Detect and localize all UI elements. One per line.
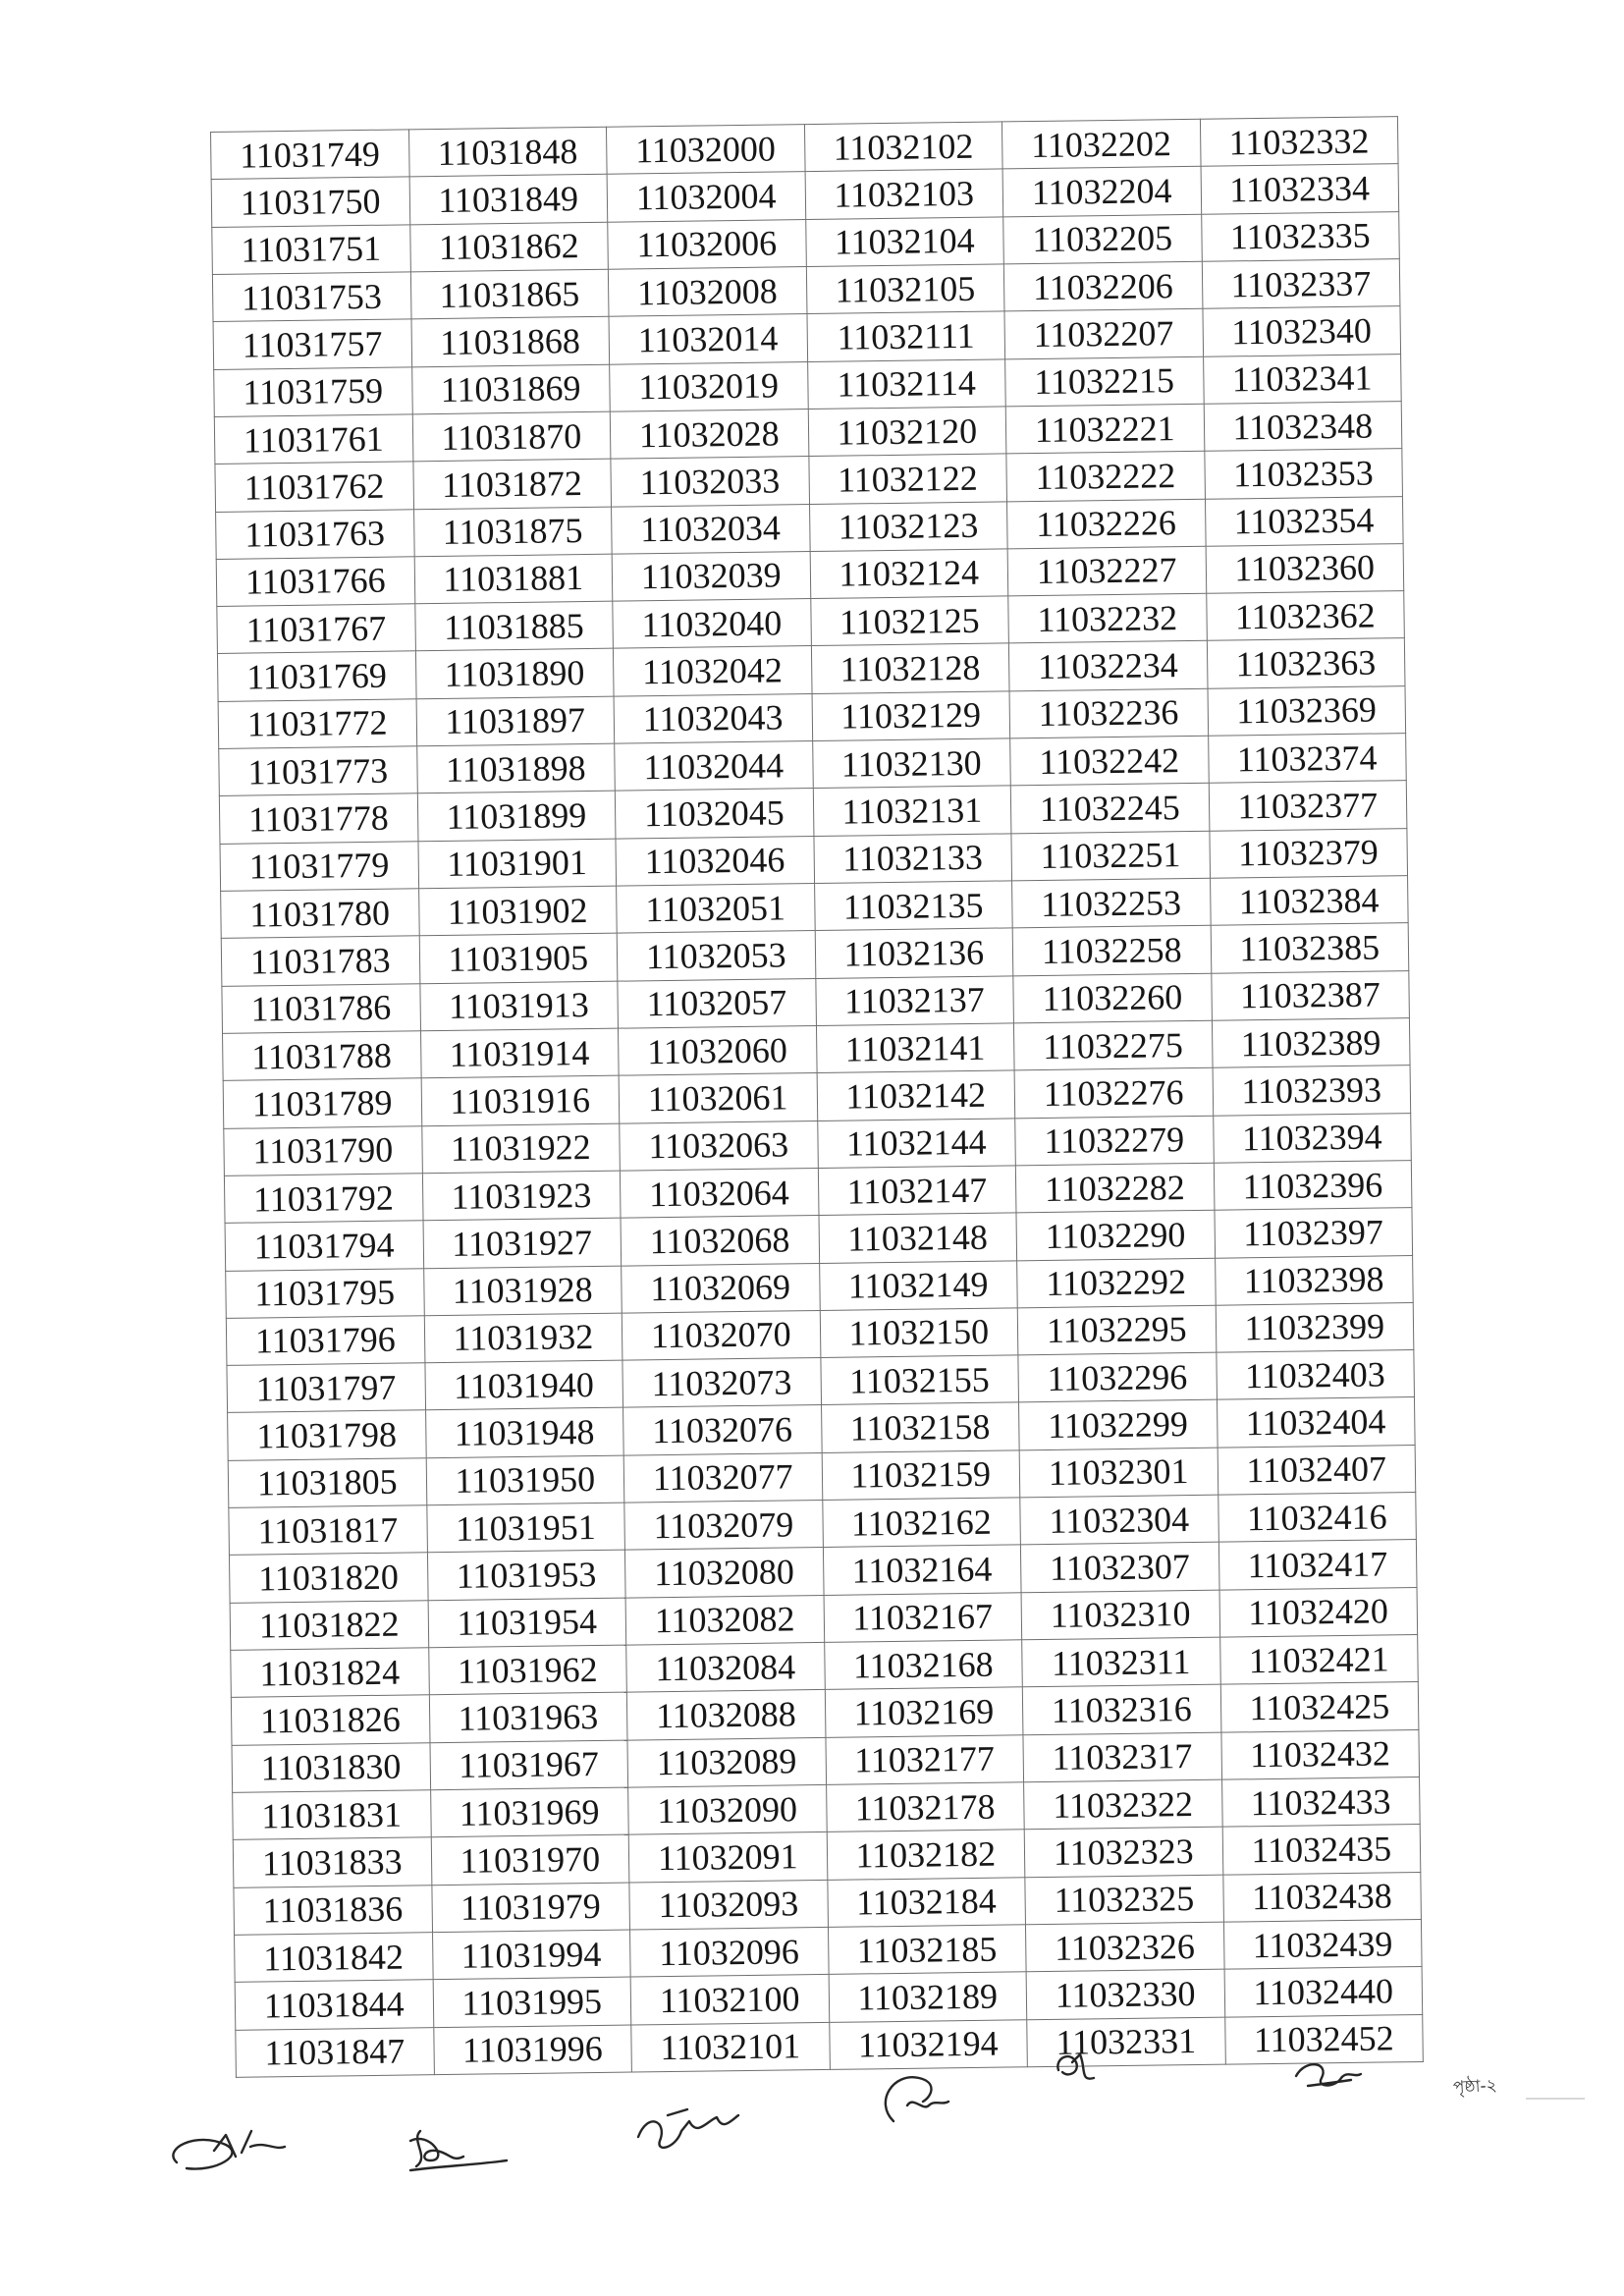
signature-6: [1286, 2033, 1502, 2180]
roll-number-cell: 11032253: [1012, 878, 1211, 928]
roll-number-cell: 11032403: [1216, 1350, 1414, 1400]
roll-number-cell: 11032045: [615, 789, 813, 839]
roll-number-cell: 11031759: [214, 366, 412, 416]
roll-number-cell: 11031963: [429, 1692, 627, 1742]
roll-number-cell: 11032435: [1222, 1825, 1421, 1875]
page-number: পৃষ্ঠা-২: [1452, 2075, 1498, 2099]
roll-number-cell: 11032159: [822, 1450, 1020, 1501]
roll-number-cell: 11031798: [228, 1410, 426, 1460]
roll-number-cell: 11031772: [218, 699, 416, 749]
roll-number-cell: 11032006: [608, 219, 806, 269]
roll-number-cell: 11032322: [1024, 1779, 1222, 1830]
roll-number-cell: 11032301: [1019, 1448, 1218, 1498]
roll-number-cell: 11031927: [423, 1218, 622, 1268]
roll-number-cell: 11032104: [805, 217, 1003, 267]
roll-number-cell: 11031826: [231, 1695, 429, 1745]
roll-number-cell: 11032205: [1003, 214, 1202, 264]
roll-number-cell: 11032215: [1005, 356, 1204, 407]
roll-number-cell: 11032363: [1207, 638, 1405, 688]
roll-number-cell: 11032034: [612, 504, 810, 554]
roll-number-cell: 11031881: [414, 554, 613, 604]
roll-number-cell: 11032276: [1014, 1067, 1213, 1118]
roll-number-cell: 11032398: [1215, 1255, 1413, 1305]
roll-number-cell: 11031948: [425, 1408, 623, 1458]
roll-number-cell: 11032189: [829, 1972, 1027, 2022]
roll-number-cell: 11031885: [414, 601, 613, 651]
roll-number-cell: 11032292: [1017, 1258, 1216, 1308]
roll-number-cell: 11031794: [225, 1221, 423, 1271]
roll-number-cell: 11032120: [808, 407, 1006, 457]
roll-number-cell: 11031848: [408, 127, 607, 177]
roll-number-cell: 11031970: [431, 1834, 629, 1885]
roll-number-cell: 11032178: [826, 1782, 1024, 1832]
roll-number-cell: 11032251: [1011, 831, 1210, 881]
roll-number-cell: 11032040: [613, 599, 811, 649]
roll-number-cell: 11032204: [1002, 167, 1201, 217]
signature-1: [157, 2111, 373, 2259]
roll-number-cell: 11032374: [1208, 734, 1406, 784]
roll-number-cell: 11031783: [221, 936, 419, 986]
roll-number-cell: 11032100: [630, 1975, 829, 2025]
roll-number-cell: 11032234: [1008, 641, 1207, 691]
signature-2: [381, 2102, 597, 2249]
roll-number-cell: 11032019: [610, 361, 808, 411]
roll-number-cell: 11031824: [231, 1648, 429, 1698]
roll-number-cell: 11032226: [1006, 499, 1205, 549]
roll-number-cell: 11031789: [223, 1078, 421, 1128]
roll-number-cell: 11032396: [1214, 1160, 1412, 1210]
roll-number-cell: 11031962: [428, 1645, 626, 1695]
roll-number-cell: 11031995: [433, 1977, 631, 2027]
roll-number-cell: 11032407: [1218, 1445, 1416, 1495]
roll-number-cell: 11032331: [1027, 2017, 1225, 2067]
roll-number-cell: 11032311: [1022, 1637, 1220, 1687]
roll-number-cell: 11032341: [1203, 354, 1401, 404]
roll-number-cell: 11032452: [1224, 2014, 1423, 2064]
roll-number-cell: 11031905: [419, 933, 618, 983]
roll-number-cell: 11031753: [212, 272, 410, 322]
roll-number-cell: 11032111: [806, 311, 1004, 361]
roll-number-cell: 11032439: [1223, 1919, 1422, 1969]
roll-number-cell: 11032060: [618, 1025, 816, 1075]
roll-number-sheet: [210, 116, 1424, 2078]
roll-number-cell: 11032420: [1219, 1587, 1418, 1637]
roll-number-cell: 11032105: [806, 264, 1004, 314]
roll-number-cell: 11032440: [1224, 1967, 1423, 2017]
roll-number-cell: 11032103: [805, 169, 1003, 219]
roll-number-cell: 11032242: [1010, 736, 1209, 786]
roll-number-cell: 11031786: [222, 983, 420, 1033]
roll-number-cell: 11031749: [211, 130, 409, 180]
roll-number-cell: 11031805: [228, 1457, 426, 1507]
roll-number-cell: 11031780: [221, 889, 419, 939]
roll-number-cell: 11032093: [629, 1880, 828, 1930]
roll-number-cell: 11031757: [213, 319, 411, 369]
roll-number-cell: 11032177: [825, 1734, 1023, 1784]
roll-number-cell: 11032148: [818, 1213, 1016, 1263]
roll-number-cell: 11031778: [219, 793, 417, 844]
roll-number-cell: 11032046: [616, 836, 814, 886]
roll-number-cell: 11032299: [1019, 1400, 1218, 1450]
roll-number-table: [210, 116, 1424, 2078]
roll-number-cell: 11032335: [1201, 211, 1399, 261]
roll-number-cell: 11032385: [1211, 923, 1409, 973]
roll-number-cell: 11031849: [409, 175, 608, 225]
roll-number-cell: 11032122: [808, 454, 1006, 504]
roll-number-cell: 11032334: [1201, 164, 1399, 214]
roll-number-cell: 11031842: [235, 1933, 433, 1983]
roll-number-cell: 11032042: [613, 646, 811, 696]
roll-number-cell: 11032135: [814, 881, 1012, 931]
roll-number-cell: 11031932: [424, 1313, 623, 1363]
roll-number-cell: 11032194: [829, 2019, 1027, 2069]
roll-number-cell: 11032379: [1209, 828, 1407, 878]
roll-number-cell: 11031788: [223, 1031, 421, 1081]
roll-number-cell: 11031967: [429, 1740, 627, 1790]
roll-number-cell: 11032033: [611, 457, 809, 507]
roll-number-cell: 11032258: [1012, 926, 1211, 976]
roll-number-cell: 11031890: [415, 649, 614, 699]
roll-number-cell: 11032304: [1020, 1495, 1218, 1545]
roll-number-cell: 11032129: [812, 691, 1010, 741]
roll-number-cell: 11031954: [428, 1598, 626, 1648]
roll-number-cell: 11032399: [1216, 1302, 1414, 1352]
roll-number-cell: 11032353: [1204, 449, 1402, 499]
roll-number-cell: 11032142: [817, 1070, 1015, 1121]
roll-number-cell: 11032061: [619, 1073, 817, 1123]
roll-number-cell: 11031833: [233, 1837, 431, 1887]
roll-number-cell: 11032088: [626, 1690, 825, 1740]
roll-number-cell: 11032290: [1016, 1210, 1215, 1260]
roll-number-cell: 11032232: [1008, 593, 1207, 643]
roll-number-cell: 11031994: [432, 1930, 630, 1980]
roll-number-cell: 11032039: [612, 551, 810, 601]
roll-number-cell: 11031844: [235, 1980, 433, 2030]
roll-number-cell: 11032202: [1001, 119, 1200, 169]
roll-number-cell: 11031950: [426, 1455, 624, 1505]
roll-number-cell: 11032389: [1212, 1018, 1410, 1068]
roll-number-cell: 11032417: [1218, 1540, 1417, 1590]
roll-number-cell: 11031795: [226, 1268, 424, 1318]
roll-number-cell: 11032310: [1021, 1590, 1219, 1640]
roll-number-cell: 11032362: [1206, 591, 1404, 641]
roll-number-cell: 11032433: [1221, 1777, 1420, 1827]
roll-number-cell: 11031953: [427, 1550, 625, 1600]
roll-number-cell: 11032043: [614, 693, 812, 743]
roll-number-cell: 11031773: [219, 746, 417, 796]
roll-number-cell: 11031750: [211, 177, 409, 227]
roll-number-cell: 11031792: [224, 1174, 422, 1224]
roll-number-cell: 11032221: [1005, 404, 1204, 454]
roll-number-cell: 11032432: [1220, 1729, 1419, 1779]
roll-number-cell: 11032090: [628, 1784, 827, 1834]
roll-number-cell: 11032091: [628, 1832, 827, 1883]
roll-number-cell: 11031951: [426, 1503, 624, 1553]
roll-number-cell: 11032326: [1025, 1922, 1223, 1972]
roll-number-cell: 11031872: [412, 459, 611, 509]
roll-number-cell: 11032130: [812, 738, 1010, 789]
roll-number-cell: 11032360: [1206, 543, 1404, 593]
roll-number-cell: 11031922: [421, 1123, 620, 1174]
roll-number-cell: 11032394: [1213, 1113, 1411, 1163]
roll-number-cell: 11032317: [1023, 1732, 1221, 1782]
roll-number-cell: 11031762: [215, 462, 413, 512]
roll-number-cell: 11031769: [217, 651, 415, 701]
roll-number-cell: 11031751: [212, 224, 410, 274]
roll-number-cell: 11032354: [1205, 496, 1403, 546]
roll-number-cell: 11032079: [624, 1501, 823, 1551]
roll-number-cell: 11032295: [1017, 1305, 1216, 1355]
roll-number-cell: 11032227: [1007, 546, 1206, 596]
roll-number-cell: 11032307: [1020, 1543, 1218, 1593]
roll-number-cell: 11032158: [821, 1402, 1019, 1452]
roll-number-cell: 11032102: [804, 122, 1002, 172]
roll-number-cell: 11032416: [1218, 1493, 1416, 1543]
roll-number-cell: 11032296: [1018, 1352, 1217, 1402]
roll-number-cell: 11031847: [236, 2027, 434, 2077]
roll-number-cell: 11032147: [818, 1166, 1016, 1216]
roll-number-cell: 11032155: [820, 1355, 1018, 1405]
roll-number-cell: 11032124: [810, 549, 1008, 599]
roll-number-cell: 11032136: [815, 928, 1013, 978]
roll-number-cell: 11031897: [416, 696, 615, 746]
roll-number-cell: 11032387: [1211, 970, 1409, 1020]
roll-number-cell: 11032340: [1202, 306, 1400, 356]
roll-number-cell: 11032000: [606, 125, 804, 175]
roll-number-cell: 11032076: [623, 1405, 822, 1455]
roll-number-cell: 11032149: [819, 1260, 1017, 1310]
roll-number-cell: 11032125: [810, 596, 1008, 646]
roll-number-cell: 11032141: [816, 1023, 1014, 1073]
roll-number-cell: 11032393: [1213, 1066, 1411, 1116]
roll-number-cell: 11032184: [827, 1877, 1025, 1927]
roll-number-cell: 11031899: [417, 792, 616, 842]
roll-number-cell: 11031979: [431, 1883, 629, 1933]
scan-mark: [1526, 2098, 1585, 2100]
roll-number-cell: 11032421: [1219, 1635, 1418, 1685]
roll-number-cell: 11032064: [620, 1168, 818, 1218]
roll-number-cell: 11032082: [625, 1595, 824, 1645]
roll-number-cell: 11031898: [416, 743, 615, 793]
roll-number-cell: 11032332: [1200, 117, 1398, 167]
roll-number-cell: 11032282: [1015, 1163, 1214, 1213]
roll-number-cell: 11031830: [232, 1742, 430, 1792]
roll-number-cell: 11032348: [1204, 402, 1402, 452]
roll-number-cell: 11031916: [421, 1075, 620, 1125]
roll-number-cell: 11032014: [609, 314, 807, 364]
roll-number-cell: 11032279: [1015, 1116, 1214, 1166]
roll-number-cell: 11032131: [813, 786, 1011, 836]
roll-number-cell: 11032167: [824, 1593, 1022, 1643]
roll-number-cell: 11031836: [234, 1885, 432, 1935]
roll-number-cell: 11032164: [823, 1545, 1021, 1595]
roll-number-cell: 11032080: [624, 1548, 823, 1598]
roll-number-cell: 11031875: [413, 507, 612, 557]
roll-number-cell: 11031869: [411, 364, 610, 414]
roll-number-cell: 11032438: [1222, 1872, 1421, 1922]
roll-number-cell: 11031796: [226, 1316, 424, 1366]
roll-number-cell: 11032316: [1022, 1684, 1220, 1734]
roll-number-cell: 11032051: [617, 884, 815, 934]
roll-number-cell: 11032114: [807, 358, 1005, 409]
roll-number-cell: 11032377: [1209, 781, 1407, 831]
roll-number-cell: 11032128: [811, 643, 1009, 693]
roll-number-cell: 11032236: [1009, 688, 1208, 738]
roll-number-cell: 11031865: [410, 269, 609, 319]
roll-number-cell: 11032169: [825, 1687, 1023, 1737]
roll-number-cell: 11032397: [1214, 1208, 1412, 1258]
roll-number-cell: 11032404: [1217, 1397, 1415, 1448]
signature-5: [1047, 2039, 1263, 2186]
roll-number-cell: 11032144: [817, 1118, 1015, 1168]
roll-number-cell: 11032150: [820, 1308, 1018, 1358]
roll-number-cell: 11031822: [230, 1600, 428, 1650]
roll-number-cell: 11032185: [828, 1925, 1026, 1975]
roll-number-cell: 11032275: [1013, 1020, 1212, 1070]
roll-number-cell: 11031862: [409, 222, 608, 272]
roll-number-cell: 11031761: [214, 414, 412, 465]
roll-number-cell: 11032182: [827, 1830, 1025, 1880]
roll-number-cell: 11032068: [621, 1216, 819, 1266]
roll-number-cell: 11032168: [824, 1640, 1022, 1690]
roll-number-cell: 11031790: [224, 1125, 422, 1175]
roll-number-cell: 11031831: [233, 1790, 431, 1840]
roll-number-cell: 11032053: [617, 931, 815, 981]
roll-number-cell: 11032028: [610, 409, 808, 459]
roll-number-cell: 11032069: [622, 1263, 820, 1313]
roll-number-cell: 11032222: [1006, 451, 1205, 501]
roll-number-cell: 11032425: [1220, 1682, 1419, 1732]
table-body: [211, 117, 1424, 2078]
roll-number-cell: 11031901: [417, 839, 616, 889]
roll-number-cell: 11032004: [607, 172, 805, 222]
roll-number-cell: 11032323: [1024, 1827, 1222, 1877]
roll-number-cell: 11031969: [430, 1787, 628, 1837]
roll-number-cell: 11032133: [813, 834, 1011, 884]
roll-number-cell: 11031817: [229, 1505, 427, 1556]
roll-number-cell: 11032260: [1013, 973, 1212, 1023]
roll-number-cell: 11031996: [433, 2025, 631, 2075]
signature-3: [628, 2082, 844, 2229]
roll-number-cell: 11032057: [618, 978, 816, 1028]
roll-number-cell: 11032101: [631, 2022, 830, 2072]
roll-number-cell: 11032008: [608, 267, 806, 317]
roll-number-cell: 11031902: [418, 886, 617, 936]
roll-number-cell: 11031779: [220, 841, 418, 891]
roll-number-cell: 11032089: [627, 1737, 826, 1787]
roll-number-cell: 11031870: [412, 411, 611, 462]
roll-number-cell: 11032044: [615, 741, 813, 792]
roll-number-cell: 11031766: [216, 557, 414, 607]
roll-number-cell: 11032137: [815, 975, 1013, 1025]
roll-number-cell: 11031797: [227, 1363, 425, 1413]
roll-number-cell: 11032369: [1208, 685, 1406, 736]
roll-number-cell: 11032070: [622, 1310, 820, 1360]
roll-number-cell: 11031767: [217, 604, 415, 654]
roll-number-cell: 11032123: [809, 501, 1007, 551]
roll-number-cell: 11032162: [822, 1498, 1020, 1548]
roll-number-cell: 11031928: [423, 1266, 622, 1316]
roll-number-cell: 11032077: [623, 1452, 822, 1503]
roll-number-cell: 11032245: [1010, 784, 1209, 834]
roll-number-cell: 11032325: [1025, 1875, 1223, 1925]
roll-number-cell: 11032063: [620, 1121, 818, 1171]
roll-number-cell: 11032073: [623, 1358, 821, 1408]
roll-number-cell: 11032084: [626, 1642, 825, 1692]
roll-number-cell: 11032384: [1210, 876, 1408, 926]
roll-number-cell: 11032206: [1003, 261, 1202, 311]
roll-number-cell: 11032207: [1004, 309, 1203, 359]
roll-number-cell: 11032330: [1026, 1969, 1224, 2019]
roll-number-cell: 11032337: [1202, 259, 1400, 309]
roll-number-cell: 11031914: [420, 1028, 619, 1078]
roll-number-cell: 11031940: [424, 1360, 623, 1410]
roll-number-cell: 11031923: [422, 1171, 621, 1221]
roll-number-cell: 11032096: [630, 1927, 829, 1977]
roll-number-cell: 11031763: [216, 509, 414, 559]
roll-number-cell: 11031820: [229, 1553, 427, 1603]
roll-number-cell: 11031913: [419, 981, 618, 1031]
roll-number-cell: 11031868: [411, 316, 610, 366]
